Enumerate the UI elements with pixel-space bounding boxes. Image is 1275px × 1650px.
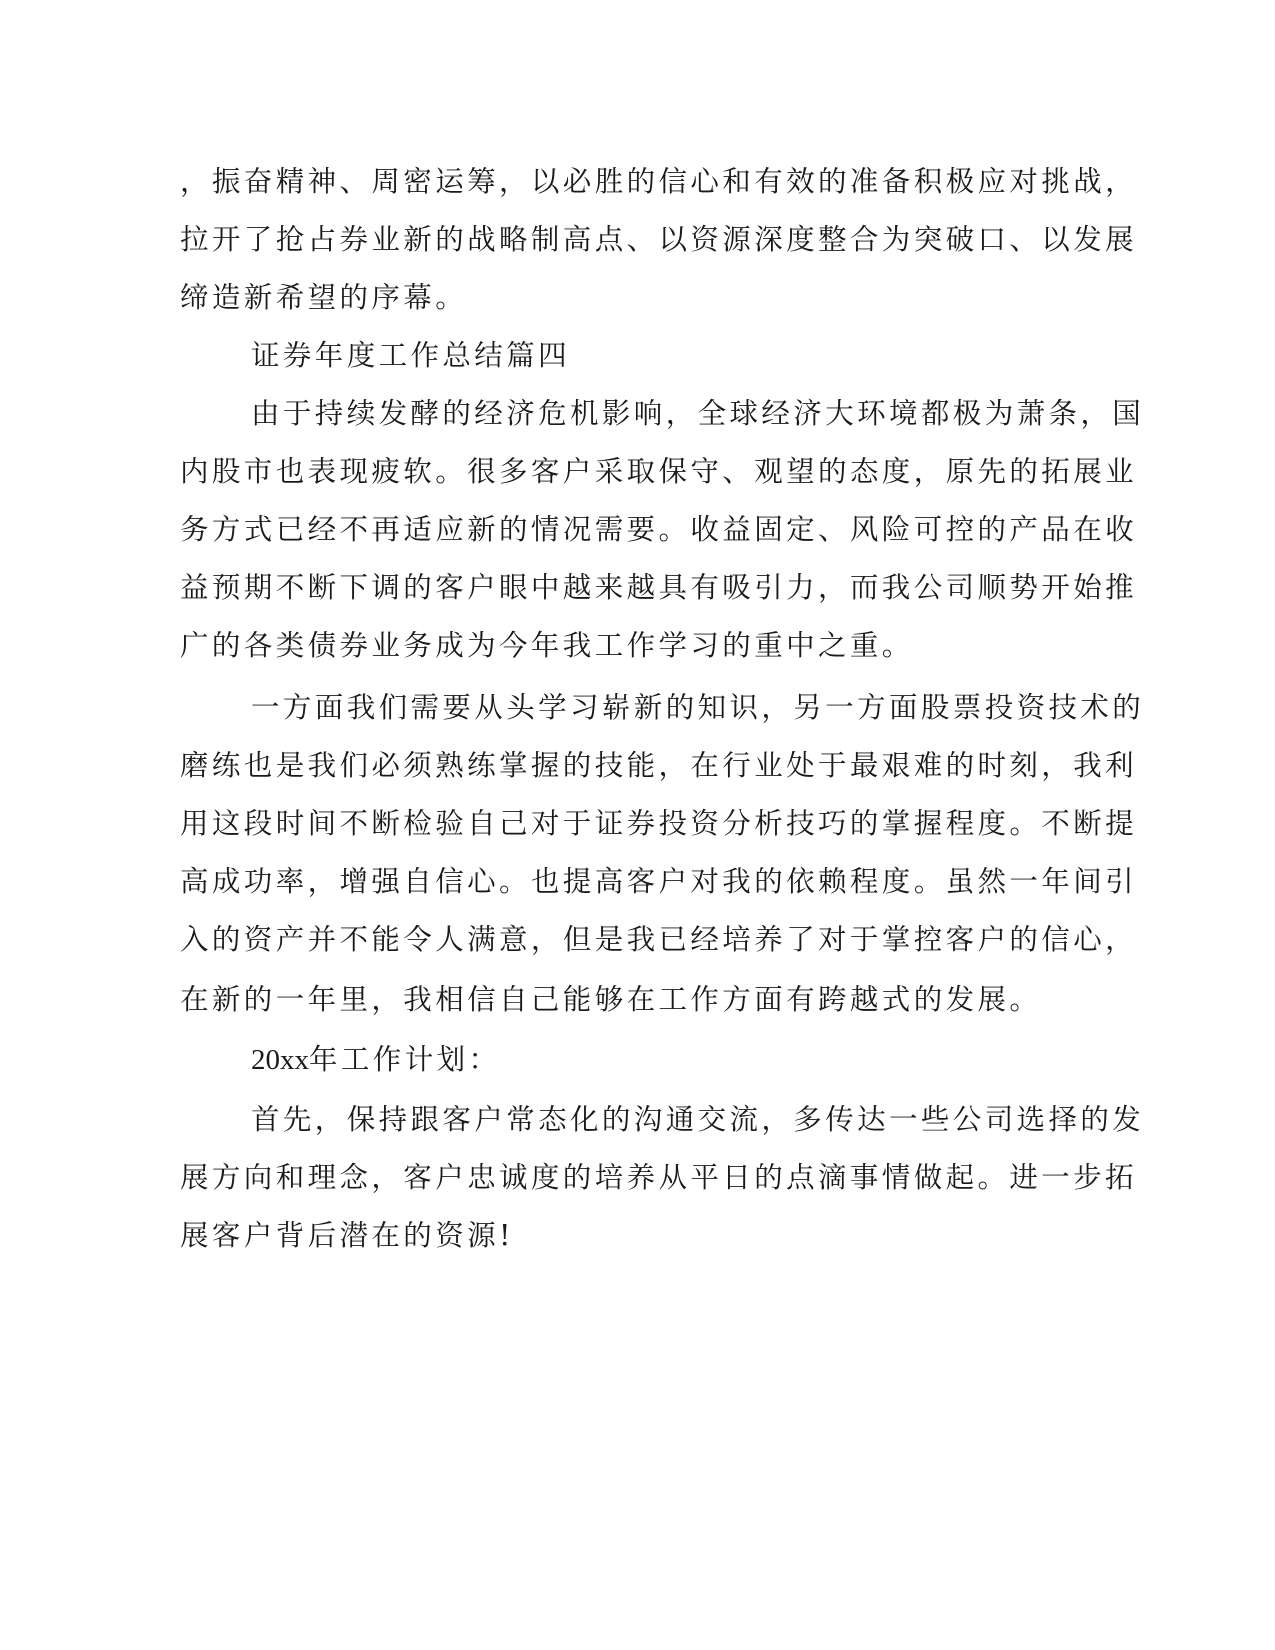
paragraph-line: 磨练也是我们必须熟练掌握的技能，在行业处于最艰难的时刻，我利: [180, 749, 1138, 782]
paragraph-line: 益预期不断下调的客户眼中越来越具有吸引力，而我公司顺势开始推: [180, 571, 1138, 604]
section-heading: 证券年度工作总结篇四: [251, 339, 571, 372]
plan-year: 20xx: [251, 1044, 309, 1076]
paragraph-line: 展客户背后潜在的资源!: [180, 1219, 514, 1252]
plan-heading: [251, 1036, 500, 1084]
paragraph-line: 拉开了抢占券业新的战略制高点、以资源深度整合为突破口、以发展: [180, 223, 1138, 256]
paragraph-line: 高成功率，增强自信心。也提高客户对我的依赖程度。虽然一年间引: [180, 865, 1138, 898]
paragraph-line: 广的各类债券业务成为今年我工作学习的重中之重。: [180, 629, 914, 662]
paragraph-line: 由于持续发酵的经济危机影响，全球经济大环境都极为萧条，国: [251, 397, 1145, 430]
paragraph-line: 入的资产并不能令人满意，但是我已经培养了对于掌控客户的信心，: [180, 923, 1138, 956]
paragraph-line: 用这段时间不断检验自己对于证券投资分析技巧的掌握程度。不断提: [180, 807, 1138, 840]
paragraph-line: 展方向和理念，客户忠诚度的培养从平日的点滴事情做起。进一步拓: [180, 1161, 1138, 1194]
paragraph-line: ，振奋精神、周密运筹，以必胜的信心和有效的准备积极应对挑战，: [180, 165, 1138, 198]
paragraph-line: 在新的一年里，我相信自己能够在工作方面有跨越式的发展。: [180, 983, 1042, 1016]
paragraph-line: 内股市也表现疲软。很多客户采取保守、观望的态度，原先的拓展业: [180, 455, 1138, 488]
paragraph-line: 一方面我们需要从头学习崭新的知识，另一方面股票投资技术的: [251, 691, 1145, 724]
paragraph-line: 缔造新希望的序幕。: [180, 281, 468, 314]
paragraph-line: 务方式已经不再适应新的情况需要。收益固定、风险可控的产品在收: [180, 513, 1138, 546]
paragraph-line: 首先，保持跟客户常态化的沟通交流，多传达一些公司选择的发: [251, 1103, 1145, 1136]
plan-heading-text: 年工作计划：: [309, 1043, 501, 1076]
